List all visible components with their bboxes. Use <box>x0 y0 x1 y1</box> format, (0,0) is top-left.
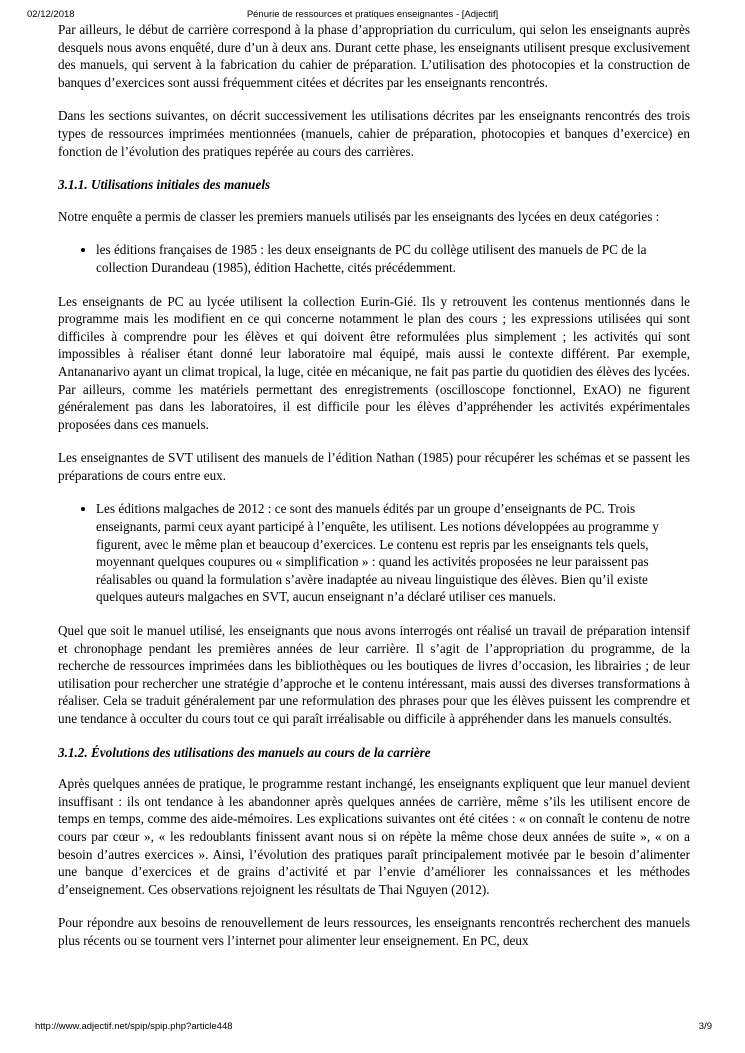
bullet-list-french-editions <box>58 241 690 276</box>
section-heading-3-1-1: 3.1.1. Utilisations initiales des manuels <box>58 177 271 193</box>
page-footer <box>0 1021 745 1035</box>
bullet-list-malagasy-editions <box>58 500 690 606</box>
paragraph-manual-categories: Notre enquête a permis de classer les premiers manuels utilisés par les enseignants des lycées en deux catégories : <box>58 208 660 224</box>
paragraph-svt-nathan: Les enseignantes de SVT utilisent des manuels de l’édition Nathan (1985) pour récupérer les schémas et se passent les préparations de cours entre eux. <box>58 450 690 483</box>
paragraph-pc-lycee: Les enseignants de PC au lycée utilisent la collection Eurin-Gié. Ils y retrouvent les contenus mentionnés dans le programme mais les modifient en ce qui concerne notamment le plan des cours ; les expressions utilisées qui sont difficiles à comprendre pour les élèves et qui doivent être reformulées plus simplement ; les activités qui sont impossibles à réaliser étant donné leur laboratoire mal équipé, mais aussi le contexte différent. Par exemple, Antananarivo ayant un climat tropical, la luge, citée en mécanique, ne fait pas partie du quotidien des élèves des lycées. Par ailleurs, comme les matériels permettant des enregistrements (oscilloscope fonctionnel, ExAO) ne figurent généralement pas dans les laboratoires, il est difficile pour les élèves d’appréhender les activités expérimentales proposées dans ces manuels. <box>58 293 690 432</box>
print-date: 02/12/2018 <box>27 9 75 20</box>
page-title: Pénurie de ressources et pratiques enseignantes - [Adjectif] <box>246 9 499 20</box>
paragraph-career-evolution: Après quelques années de pratique, le programme restant inchangé, les enseignants expliquent que leur manuel devient insuffisant : ils ont tendance à les abandonner après quelques années de carrière, même s’ils les utilisent encore de temps en temps, comme des aide-mémoires. Les explications suivantes ont été citées : « on connaît le contenu de notre cours par cœur », « les redoublants finissent avant nous si on répète la même chose deux années de suite », « on a besoin d’autres exercices ». Ainsi, l’évolution des pratiques paraît principalement motivée par le besoin d’alimenter une banque d’exercices et de grains d’activité et par l’envie d’améliorer les connaissances et les méthodes d’enseignement. Ces observations rejoignent les résultats de Thai Nguyen (2012). <box>58 776 690 897</box>
paragraph-curriculum-appropriation: Par ailleurs, le début de carrière correspond à la phase d’appropriation du curriculum, qui selon les enseignants auprès desquels nous avons enquêté, dure d’un à deux ans. Durant cette phase, les enseignants utilisent presque exclusivement des manuels, qui servent à la fabrication du cahier de préparation. L’utilisation des photocopies et la construction de banques d’exercices sont aussi fréquemment citées et décrites par les enseignants rencontrés. <box>58 22 690 90</box>
paragraph-sections-intro: Dans les sections suivantes, on décrit successivement les utilisations décrites par les enseignants rencontrés des trois types de ressources imprimées mentionnées (manuels, cahier de préparation, photocopies et banques d’exercice) en fonction de l’évolution des pratiques repérée au cours des carrières. <box>58 108 690 159</box>
list-item: • Les éditions malgaches de 2012 : ce sont des manuels édités par un groupe d’enseignants de PC. Trois enseignants, parmi ceux ayant participé à l’enquête, les utilisent. Les notions développées au programme y figurent, avec le même plan et beaucoup d’exercices. Le contenu est repris par les enseignants tels quels, moyennant quelques coupures ou « simplification » : quand les activités proposées ne leur paraissent pas réalisables ou quand la formulation s’avère inadaptée au niveau linguistique des élèves. Bien qu’il existe quelques auteurs malgaches en SVT, aucun enseignant n’a déclaré utiliser ces manuels. <box>96 500 690 606</box>
paragraph-resource-renewal: Pour répondre aux besoins de renouvellement de leurs ressources, les enseignants rencontrés recherchent des manuels plus récents ou se tournent vers l’internet pour alimenter leur enseignement. En PC, deux <box>58 915 690 948</box>
section-heading-3-1-2: 3.1.2. Évolutions des utilisations des manuels au cours de la carrière <box>58 744 431 760</box>
list-item: • les éditions françaises de 1985 : les deux enseignants de PC du collège utilisent des manuels de PC de la collection Durandeau (1985), édition Hachette, cités précédemment. <box>96 241 690 276</box>
source-url: http://www.adjectif.net/spip/spip.php?article448 <box>35 1021 233 1032</box>
page-number: 3/9 <box>698 1021 712 1032</box>
article-body <box>58 21 690 966</box>
paragraph-preparation-work: Quel que soit le manuel utilisé, les enseignants que nous avons interrogés ont réalisé un travail de préparation intensif et chronophage pendant les premières années de leur carrière. Il s’agit de l’appropriation du programme, de la recherche de ressources imprimées dans les bibliothèques ou les boutiques de livres d’occasion, les librairies ; de leur utilisation pour rechercher une stratégie d’approche et le contenu intéressant, mais aussi des diverses transformations à réaliser. Cela se traduit généralement par une reformulation des phrases pour que les élèves puissent les comprendre et une tendance à occulter du cours tout ce qui paraît irréalisable ou difficile à appréhender dans les manuels consultés. <box>58 623 690 726</box>
